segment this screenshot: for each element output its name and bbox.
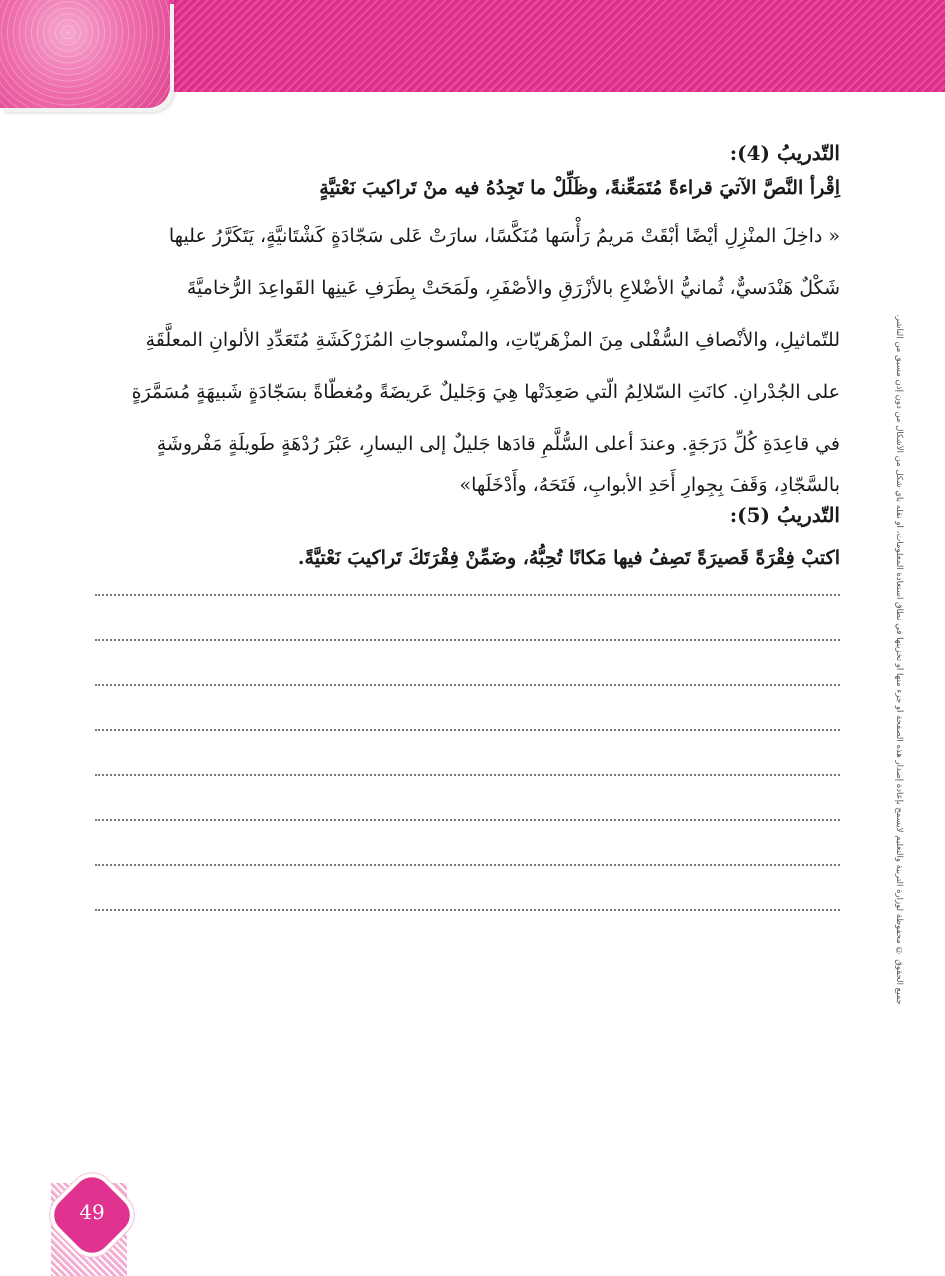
writing-line[interactable] (95, 819, 840, 823)
exercise5-number: 5 (746, 503, 761, 527)
writing-line[interactable] (95, 909, 840, 913)
writing-area (72, 594, 840, 913)
exercise5-title (72, 500, 840, 530)
corner-decoration (0, 0, 170, 108)
exercise4-title-prefix: التّدريبُ ( (760, 141, 840, 165)
passage-line: بالسَّجّادِ، وَقَفَ بِجِوارِ أَحَدِ الأبوابِ، فَتَحَهُ، وأَدْخَلَها» (459, 474, 840, 496)
exercise4-number: 4 (746, 141, 761, 165)
writing-line[interactable] (95, 639, 840, 643)
writing-line[interactable] (95, 594, 840, 598)
exercise4-instruction: اِقْرأ النَّصَّ الآتيَ قراءةً مُتَمَعِّنةً، وظَلِّلْ ما تَجِدُهُ فيه منْ تَراكيبَ نَعْتيَّةٍ (319, 177, 840, 199)
passage-line: في قاعِدَةِ كُلِّ دَرَجَةٍ. وعندَ أعلى السُّلَّمِ قادَها جَليلٌ إلى اليسارِ، عَبْرَ رُدْهَةٍ طَويلَةٍ مَفْروشَةٍ (156, 433, 840, 455)
exercise5-title-prefix: التّدريبُ ( (760, 503, 840, 527)
exercise4-title-suffix: ): (729, 141, 747, 165)
passage-line: شَكْلٌ هَنْدَسيٌّ، ثُمانيُّ الأضْلاعِ بالأزْرَقِ والأصْفَرِ، ولَمَحَتْ بِطَرَفِ عَينِها القَواعِدَ الرُّخاميَّةَ (186, 277, 840, 299)
exercise5-title-suffix: ): (729, 503, 747, 527)
copyright-note: جميع الحقوق © محفوظة لوزارة التربية والتعليم لايسمح بإعادة إصدار هذه الصفحة أو جزء منها أو تخزينها في نطاق استعادة المعلومات، أو نقله بأي شكل من الأشكال من دون إذن مسبق من الناشر. (894, 314, 904, 1005)
exercise5-instruction: اكتبْ فِقْرَةً قَصيرَةً تَصِفُ فيها مَكانًا تُحِبُّهُ، وضَمِّنْ فِقْرَتَكَ تَراكيبَ نَعْتيَّةً. (297, 547, 840, 569)
writing-line[interactable] (95, 774, 840, 778)
passage-line: « داخِلَ المنْزِلِ أيْضًا أبْقَتْ مَريمُ رَأْسَها مُنَكَّسًا، سارَتْ عَلى سَجّادَةٍ كَشْتَانيَّةٍ، يَتَكَرَّرُ عليها (168, 225, 840, 247)
reading-passage (72, 210, 840, 500)
passage-line: للتّماثيلِ، والأنْصافِ السُّفْلى مِنَ المزْهَريّاتِ، والمنْسوجاتِ المُزَرْكَشَةِ مُتَعَدِّدِ الألوانِ المعلَّقَةِ (145, 329, 840, 351)
passage-line: على الجُدْرانِ. كانَتِ السّلالِمُ الّتي صَعِدَتْها هِيَ وَجَليلٌ عَريضَةً ومُغطّاةً بسَجّادَةٍ شَبيهَةٍ مُسَمَّرَةٍ (131, 381, 840, 403)
writing-line[interactable] (95, 684, 840, 688)
page-content (72, 138, 840, 954)
writing-line[interactable] (95, 729, 840, 733)
writing-line[interactable] (95, 864, 840, 868)
page-number: 49 (79, 1200, 105, 1224)
exercise4-title (72, 138, 840, 168)
